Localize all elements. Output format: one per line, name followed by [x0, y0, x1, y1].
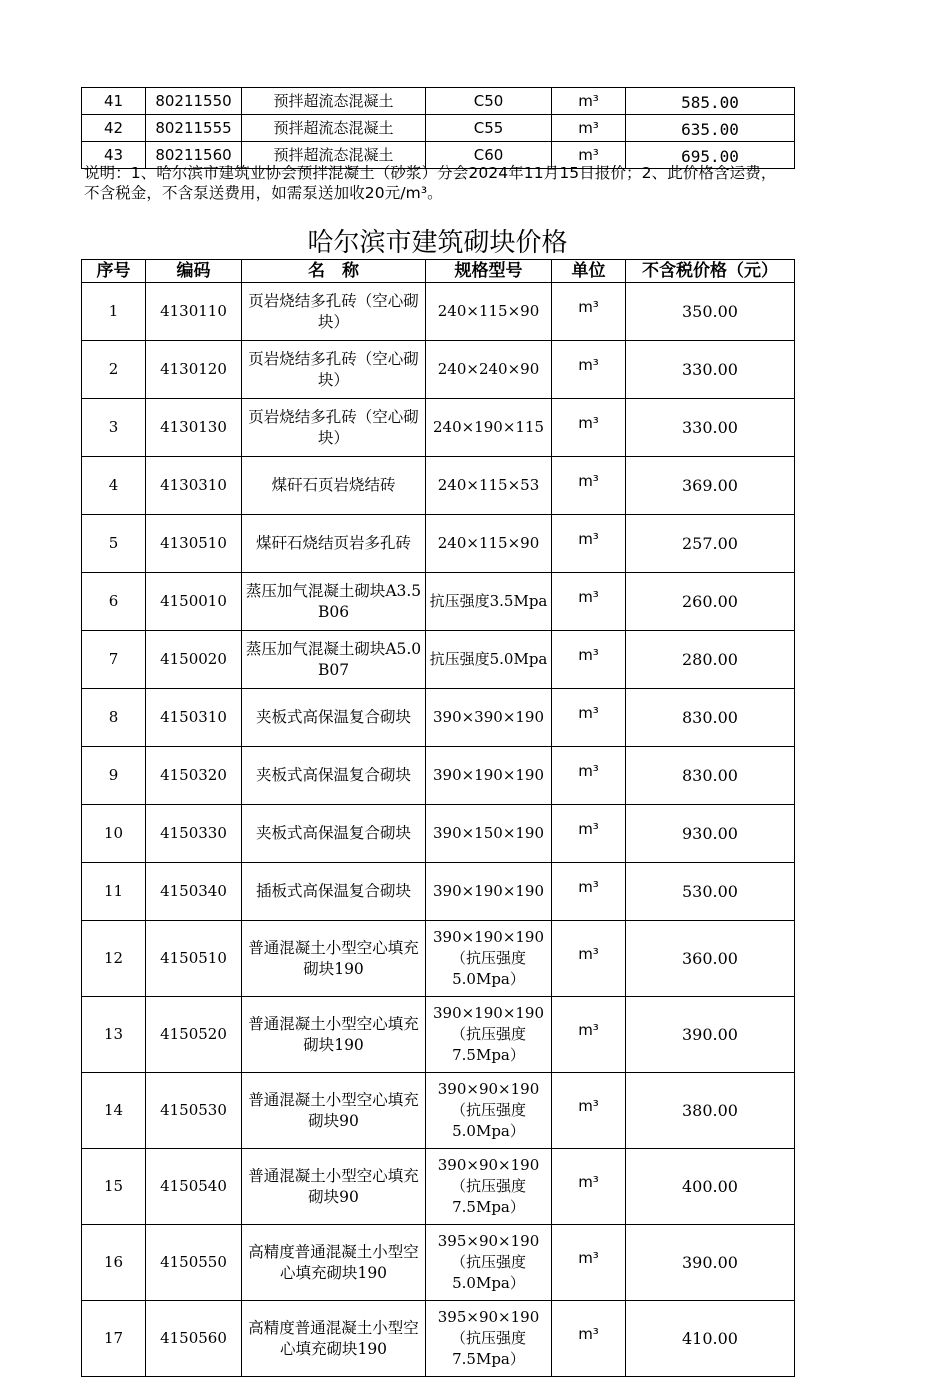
cell-name: 夹板式高保温复合砌块 — [242, 747, 426, 805]
cell-price: 930.00 — [626, 805, 795, 863]
cell-no: 10 — [82, 805, 146, 863]
cell-spec: C50 — [426, 88, 552, 115]
table-row — [82, 399, 795, 457]
cell-unit: m³ — [552, 805, 626, 863]
cell-price: 330.00 — [626, 341, 795, 399]
cell-name: 夹板式高保温复合砌块 — [242, 805, 426, 863]
cell-code: 4130510 — [146, 515, 242, 573]
cell-spec: 390×190×190 — [426, 863, 552, 921]
table-row — [82, 689, 795, 747]
cell-name: 预拌超流态混凝土 — [242, 115, 426, 142]
cell-code: 80211560 — [146, 142, 242, 169]
table-row — [82, 573, 795, 631]
header-spec: 规格型号 — [426, 260, 552, 283]
cell-code: 80211555 — [146, 115, 242, 142]
cell-no: 16 — [82, 1225, 146, 1301]
table-row — [82, 115, 795, 142]
cell-unit: m³ — [552, 115, 626, 142]
cell-spec: 390×190×190（抗压强度5.0Mpa） — [426, 921, 552, 997]
cell-no: 42 — [82, 115, 146, 142]
cell-no: 15 — [82, 1149, 146, 1225]
header-row — [82, 260, 795, 283]
cell-price: 635.00 — [626, 115, 795, 142]
cell-code: 4150010 — [146, 573, 242, 631]
cell-code: 4130120 — [146, 341, 242, 399]
cell-code: 4150540 — [146, 1149, 242, 1225]
cell-spec: C55 — [426, 115, 552, 142]
cell-spec: 390×90×190（抗压强度5.0Mpa） — [426, 1073, 552, 1149]
table-row — [82, 1073, 795, 1149]
table-row — [82, 457, 795, 515]
cell-price: 360.00 — [626, 921, 795, 997]
cell-code: 4150560 — [146, 1301, 242, 1377]
cell-spec: 390×90×190（抗压强度7.5Mpa） — [426, 1149, 552, 1225]
table-row — [82, 283, 795, 341]
cell-price: 380.00 — [626, 1073, 795, 1149]
cell-no: 41 — [82, 88, 146, 115]
cell-unit: m³ — [552, 1073, 626, 1149]
cell-name: 页岩烧结多孔砖（空心砌块） — [242, 283, 426, 341]
cell-no: 17 — [82, 1301, 146, 1377]
cell-price: 410.00 — [626, 1301, 795, 1377]
cell-price: 400.00 — [626, 1149, 795, 1225]
header-name: 名 称 — [242, 260, 426, 283]
cell-code: 4130310 — [146, 457, 242, 515]
cell-code: 80211550 — [146, 88, 242, 115]
cell-unit: m³ — [552, 997, 626, 1073]
cell-spec: C60 — [426, 142, 552, 169]
cell-no: 1 — [82, 283, 146, 341]
table-row — [82, 863, 795, 921]
cell-no: 7 — [82, 631, 146, 689]
cell-price: 280.00 — [626, 631, 795, 689]
concrete-price-table-continued — [81, 87, 795, 169]
cell-name: 预拌超流态混凝土 — [242, 88, 426, 115]
cell-spec: 390×190×190（抗压强度7.5Mpa） — [426, 997, 552, 1073]
cell-unit: m³ — [552, 341, 626, 399]
table-row — [82, 997, 795, 1073]
cell-unit: m³ — [552, 457, 626, 515]
cell-name: 蒸压加气混凝土砌块A5.0 B07 — [242, 631, 426, 689]
table-row — [82, 1225, 795, 1301]
table-row — [82, 1301, 795, 1377]
cell-price: 390.00 — [626, 997, 795, 1073]
cell-no: 5 — [82, 515, 146, 573]
cell-unit: m³ — [552, 283, 626, 341]
cell-unit: m³ — [552, 631, 626, 689]
cell-spec: 390×190×190 — [426, 747, 552, 805]
cell-no: 3 — [82, 399, 146, 457]
cell-unit: m³ — [552, 142, 626, 169]
cell-price: 830.00 — [626, 747, 795, 805]
cell-price: 369.00 — [626, 457, 795, 515]
cell-unit: m³ — [552, 689, 626, 747]
cell-spec: 抗压强度5.0Mpa — [426, 631, 552, 689]
cell-unit: m³ — [552, 399, 626, 457]
cell-code: 4130110 — [146, 283, 242, 341]
cell-unit: m³ — [552, 747, 626, 805]
cell-code: 4150530 — [146, 1073, 242, 1149]
cell-spec: 抗压强度3.5Mpa — [426, 573, 552, 631]
block-price-table — [81, 259, 795, 1377]
cell-spec: 395×90×190（抗压强度7.5Mpa） — [426, 1301, 552, 1377]
cell-name: 高精度普通混凝土小型空心填充砌块190 — [242, 1301, 426, 1377]
header-price: 不含税价格（元） — [626, 260, 795, 283]
cell-spec: 240×115×90 — [426, 283, 552, 341]
block-table-body — [82, 283, 795, 1377]
cell-name: 普通混凝土小型空心填充砌块190 — [242, 997, 426, 1073]
header-code: 编码 — [146, 260, 242, 283]
table-row — [82, 747, 795, 805]
cell-code: 4150310 — [146, 689, 242, 747]
cell-no: 12 — [82, 921, 146, 997]
cell-code: 4150520 — [146, 997, 242, 1073]
cell-name: 夹板式高保温复合砌块 — [242, 689, 426, 747]
cell-name: 普通混凝土小型空心填充砌块90 — [242, 1073, 426, 1149]
cell-name: 插板式高保温复合砌块 — [242, 863, 426, 921]
cell-price: 390.00 — [626, 1225, 795, 1301]
cell-name: 页岩烧结多孔砖（空心砌块） — [242, 399, 426, 457]
cell-name: 页岩烧结多孔砖（空心砌块） — [242, 341, 426, 399]
cell-price: 260.00 — [626, 573, 795, 631]
header-no: 序号 — [82, 260, 146, 283]
cell-no: 9 — [82, 747, 146, 805]
cell-code: 4130130 — [146, 399, 242, 457]
cell-no: 8 — [82, 689, 146, 747]
cell-code: 4150330 — [146, 805, 242, 863]
cell-price: 695.00 — [626, 142, 795, 169]
cell-price: 330.00 — [626, 399, 795, 457]
table-row — [82, 88, 795, 115]
cell-unit: m³ — [552, 1225, 626, 1301]
cell-no: 4 — [82, 457, 146, 515]
cell-unit: m³ — [552, 863, 626, 921]
cell-code: 4150550 — [146, 1225, 242, 1301]
cell-spec: 395×90×190（抗压强度5.0Mpa） — [426, 1225, 552, 1301]
cell-unit: m³ — [552, 573, 626, 631]
cell-spec: 240×240×90 — [426, 341, 552, 399]
cell-name: 预拌超流态混凝土 — [242, 142, 426, 169]
table-row — [82, 631, 795, 689]
table-row — [82, 1149, 795, 1225]
cell-name: 蒸压加气混凝土砌块A3.5 B06 — [242, 573, 426, 631]
cell-no: 14 — [82, 1073, 146, 1149]
table-row — [82, 515, 795, 573]
cell-unit: m³ — [552, 1149, 626, 1225]
cell-name: 普通混凝土小型空心填充砌块190 — [242, 921, 426, 997]
cell-price: 830.00 — [626, 689, 795, 747]
cell-price: 585.00 — [626, 88, 795, 115]
table-row — [82, 805, 795, 863]
cell-spec: 240×115×53 — [426, 457, 552, 515]
cell-no: 11 — [82, 863, 146, 921]
cell-no: 43 — [82, 142, 146, 169]
cell-name: 高精度普通混凝土小型空心填充砌块190 — [242, 1225, 426, 1301]
cell-code: 4150510 — [146, 921, 242, 997]
concrete-table-body — [82, 88, 795, 169]
cell-code: 4150320 — [146, 747, 242, 805]
cell-no: 2 — [82, 341, 146, 399]
cell-name: 煤矸石页岩烧结砖 — [242, 457, 426, 515]
price-note: 说明：1、哈尔滨市建筑业协会预拌混凝土（砂浆）分会2024年11月15日报价；2、此价格含运费，不含税金，不含泵送费用，如需泵送加收20元/m³。 — [84, 164, 777, 202]
cell-name: 普通混凝土小型空心填充砌块90 — [242, 1149, 426, 1225]
cell-unit: m³ — [552, 1301, 626, 1377]
cell-spec: 240×115×90 — [426, 515, 552, 573]
cell-spec: 390×150×190 — [426, 805, 552, 863]
table-row — [82, 921, 795, 997]
cell-code: 4150020 — [146, 631, 242, 689]
cell-code: 4150340 — [146, 863, 242, 921]
cell-unit: m³ — [552, 88, 626, 115]
cell-price: 350.00 — [626, 283, 795, 341]
cell-unit: m³ — [552, 921, 626, 997]
header-unit: 单位 — [552, 260, 626, 283]
cell-spec: 390×390×190 — [426, 689, 552, 747]
cell-name: 煤矸石烧结页岩多孔砖 — [242, 515, 426, 573]
cell-price: 257.00 — [626, 515, 795, 573]
cell-unit: m³ — [552, 515, 626, 573]
cell-no: 6 — [82, 573, 146, 631]
cell-no: 13 — [82, 997, 146, 1073]
cell-spec: 240×190×115 — [426, 399, 552, 457]
cell-price: 530.00 — [626, 863, 795, 921]
table-row — [82, 341, 795, 399]
page-title: 哈尔滨市建筑砌块价格 — [307, 228, 568, 258]
